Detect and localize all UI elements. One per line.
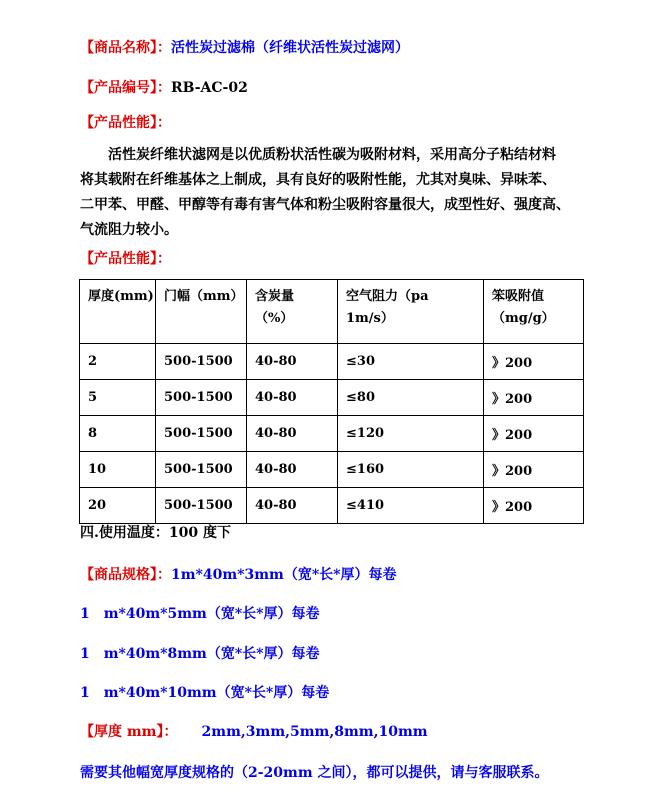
cell-width: 500-1500 bbox=[156, 380, 247, 416]
cell-width: 500-1500 bbox=[156, 416, 247, 452]
cell-adsorption: 》200 bbox=[484, 488, 584, 524]
description-line-1: 活性炭纤维状滤网是以优质粉状活性碳为吸附材料，采用高分子粘结材料 bbox=[108, 147, 556, 163]
cell-width: 500-1500 bbox=[156, 488, 247, 524]
product-code-value: RB-AC-02 bbox=[171, 80, 248, 96]
description-line-2: 将其载附在纤维基体之上制成，具有良好的吸附性能，尤其对臭味、异味苯、 bbox=[80, 172, 556, 188]
cell-thickness: 10 bbox=[80, 452, 156, 488]
header-carbon-content: 含炭量 （%） bbox=[247, 280, 338, 344]
table-row bbox=[80, 452, 584, 488]
spec-line-4: 1 m*40m*10mm（宽*长*厚）每卷 bbox=[80, 685, 330, 701]
thickness-value: 2mm,3mm,5mm,8mm,10mm bbox=[201, 724, 428, 740]
product-name-value: 活性炭过滤棉（纤维状活性炭过滤网） bbox=[171, 40, 409, 56]
cell-width: 500-1500 bbox=[156, 344, 247, 380]
product-code-line bbox=[80, 77, 248, 97]
table-row bbox=[80, 416, 584, 452]
description-line-3: 二甲苯、甲醛、甲醇等有毒有害气体和粉尘吸附容量很大，成型性好、强度高、 bbox=[80, 197, 570, 213]
cell-carbon: 40-80 bbox=[247, 416, 338, 452]
temperature-line: 四.使用温度：100 度下 bbox=[80, 525, 231, 541]
cell-adsorption: 》200 bbox=[484, 344, 584, 380]
description-line-4: 气流阻力较小。 bbox=[80, 222, 178, 238]
cell-carbon: 40-80 bbox=[247, 380, 338, 416]
cell-width: 500-1500 bbox=[156, 452, 247, 488]
performance-heading-1: 【产品性能】： bbox=[80, 115, 171, 131]
spec-line-2: 1 m*40m*5mm（宽*长*厚）每卷 bbox=[80, 606, 320, 622]
header-thickness: 厚度(mm) bbox=[80, 280, 156, 344]
cell-carbon: 40-80 bbox=[247, 344, 338, 380]
header-adsorption: 笨吸附值 （mg/g） bbox=[484, 280, 584, 344]
cell-carbon: 40-80 bbox=[247, 488, 338, 524]
header-width: 门幅（mm） bbox=[156, 280, 247, 344]
spec-line-1 bbox=[80, 564, 397, 584]
cell-resistance: ≤410 bbox=[338, 488, 484, 524]
table-row bbox=[80, 344, 584, 380]
product-name-label: 【商品名称】： bbox=[80, 40, 171, 56]
performance-heading-2: 【产品性能】： bbox=[80, 251, 171, 267]
cell-thickness: 5 bbox=[80, 380, 156, 416]
header-air-resistance: 空气阻力（pa 1m/s） bbox=[338, 280, 484, 344]
cell-resistance: ≤160 bbox=[338, 452, 484, 488]
cell-adsorption: 》200 bbox=[484, 416, 584, 452]
table-row bbox=[80, 488, 584, 524]
table-header-row bbox=[80, 280, 584, 344]
cell-adsorption: 》200 bbox=[484, 452, 584, 488]
performance-description bbox=[80, 143, 600, 243]
product-code-label: 【产品编号】： bbox=[80, 80, 171, 96]
cell-thickness: 2 bbox=[80, 344, 156, 380]
cell-adsorption: 》200 bbox=[484, 380, 584, 416]
contact-note: 需要其他幅宽厚度规格的（2-20mm 之间），都可以提供，请与客服联系。 bbox=[80, 765, 549, 781]
cell-carbon: 40-80 bbox=[247, 452, 338, 488]
spec-line-3: 1 m*40m*8mm（宽*长*厚）每卷 bbox=[80, 646, 320, 662]
cell-thickness: 8 bbox=[80, 416, 156, 452]
product-name-line bbox=[80, 37, 409, 57]
thickness-label: 【厚度 mm】： bbox=[80, 724, 178, 740]
cell-resistance: ≤30 bbox=[338, 344, 484, 380]
cell-resistance: ≤120 bbox=[338, 416, 484, 452]
cell-thickness: 20 bbox=[80, 488, 156, 524]
spec-table bbox=[79, 279, 584, 524]
thickness-line bbox=[80, 721, 428, 741]
cell-resistance: ≤80 bbox=[338, 380, 484, 416]
spec-value-1: 1m*40m*3mm（宽*长*厚）每卷 bbox=[171, 567, 397, 583]
table-row bbox=[80, 380, 584, 416]
spec-label: 【商品规格】： bbox=[80, 567, 171, 583]
